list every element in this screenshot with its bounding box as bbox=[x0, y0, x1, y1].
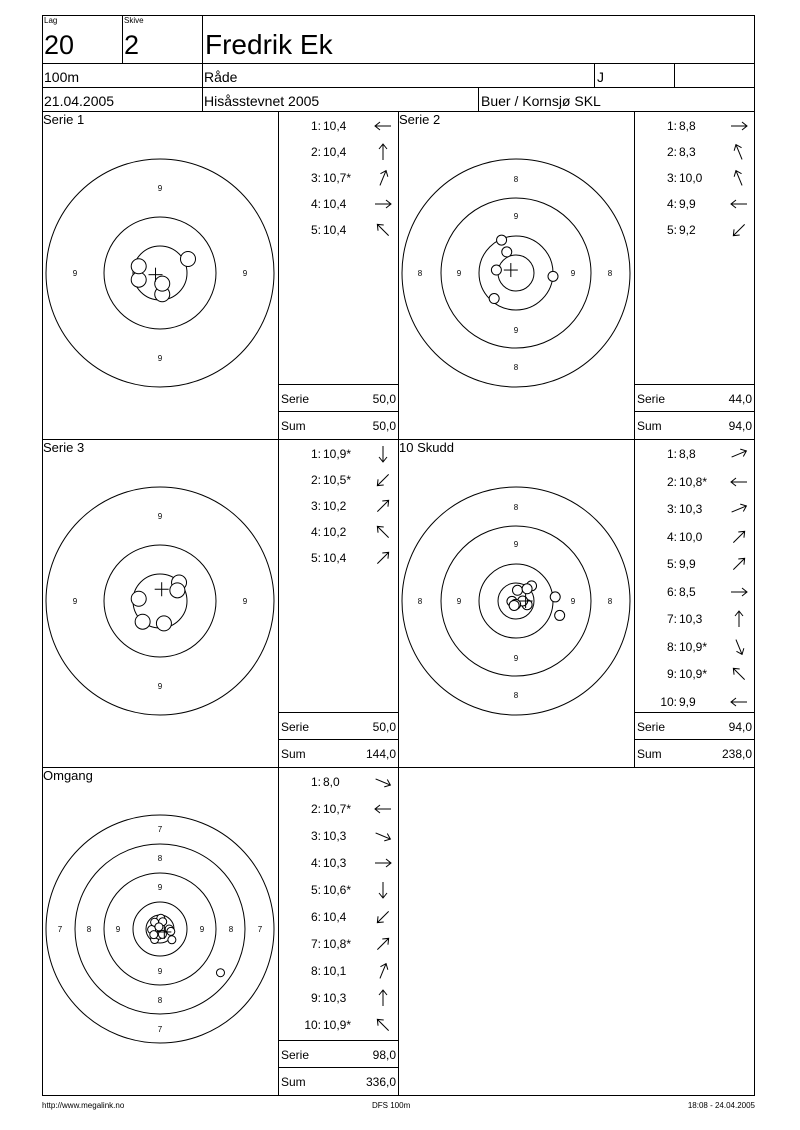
shot-value: 8,3 bbox=[679, 145, 696, 159]
shot-row bbox=[279, 1011, 397, 1037]
direction-arrow-icon bbox=[729, 194, 749, 214]
sum-total-row bbox=[278, 1067, 398, 1094]
direction-arrow-icon bbox=[729, 637, 749, 657]
shot-row bbox=[635, 468, 753, 494]
shot-hole bbox=[170, 583, 185, 598]
serie-label: Serie bbox=[281, 392, 310, 406]
shot-hole bbox=[491, 265, 501, 275]
sum-label: Sum bbox=[281, 1075, 306, 1089]
ring-label-8-bottom: 8 bbox=[513, 363, 519, 372]
shot-hole bbox=[181, 252, 196, 267]
shot-value: 8,8 bbox=[679, 447, 696, 461]
shot-hole bbox=[150, 931, 158, 939]
shot-hole bbox=[168, 936, 176, 944]
target-diagram bbox=[398, 111, 634, 437]
ring-label-9-right: 9 bbox=[570, 597, 576, 606]
direction-arrow-icon bbox=[373, 522, 393, 542]
shot-number: 4: bbox=[310, 197, 321, 211]
shot-number: 1: bbox=[310, 775, 321, 789]
shot-row bbox=[279, 930, 397, 956]
shot-row bbox=[279, 440, 397, 466]
direction-arrow-icon bbox=[729, 609, 749, 629]
shot-value: 10,2 bbox=[323, 525, 347, 539]
target-diagram bbox=[42, 111, 278, 437]
sum-value: 238,0 bbox=[721, 747, 752, 761]
footer-timestamp: 18:08 - 24.04.2005 bbox=[687, 1101, 755, 1110]
direction-arrow-icon bbox=[373, 772, 393, 792]
serie-total-row bbox=[634, 384, 754, 411]
sum-label: Sum bbox=[281, 747, 306, 761]
shot-number: 5: bbox=[310, 223, 321, 237]
direction-arrow-icon bbox=[373, 988, 393, 1008]
direction-arrow-icon bbox=[373, 548, 393, 568]
shot-number: 6: bbox=[666, 584, 677, 599]
shot-row bbox=[635, 190, 753, 216]
shot-number: 1: bbox=[310, 119, 321, 133]
sum-total-row bbox=[634, 411, 754, 438]
shot-value: 10,5* bbox=[323, 473, 352, 487]
ring-label-8-right: 8 bbox=[607, 269, 613, 278]
shot-value: 10,8* bbox=[679, 474, 708, 489]
shot-number: 5: bbox=[310, 883, 321, 897]
serie-value: 44,0 bbox=[728, 392, 752, 406]
shot-number: 1: bbox=[310, 447, 321, 461]
shot-hole bbox=[502, 247, 512, 257]
direction-arrow-icon bbox=[729, 168, 749, 188]
shot-hole bbox=[135, 614, 150, 629]
shot-row bbox=[279, 164, 397, 190]
shot-number: 10: bbox=[304, 1018, 321, 1032]
shot-hole bbox=[131, 259, 146, 274]
shot-number: 2: bbox=[666, 474, 677, 489]
direction-arrow-icon bbox=[373, 961, 393, 981]
target-diagram bbox=[398, 439, 634, 765]
shot-number: 8: bbox=[310, 964, 321, 978]
shot-number: 5: bbox=[666, 223, 677, 237]
shot-number: 3: bbox=[666, 171, 677, 185]
ring-label-8-left: 8 bbox=[417, 269, 423, 278]
ring-label-top: 9 bbox=[157, 512, 163, 521]
ring-label-8-left: 8 bbox=[417, 597, 423, 606]
serie-total-row bbox=[278, 712, 398, 739]
shot-hole bbox=[155, 276, 170, 291]
shot-number: 7: bbox=[666, 612, 677, 626]
ring-label-right: 9 bbox=[242, 597, 248, 606]
shot-value: 10,0 bbox=[679, 529, 703, 544]
shot-hole bbox=[522, 584, 532, 594]
shot-value: 10,4 bbox=[323, 223, 347, 237]
direction-arrow-icon bbox=[729, 220, 749, 240]
shot-value: 10,0 bbox=[679, 171, 703, 185]
shot-number: 5: bbox=[310, 551, 321, 565]
shot-row bbox=[635, 495, 753, 521]
shot-value: 10,7* bbox=[323, 802, 352, 816]
shot-row bbox=[279, 822, 397, 848]
shot-row bbox=[279, 138, 397, 164]
direction-arrow-icon bbox=[729, 527, 749, 547]
target-diagram bbox=[42, 767, 278, 1093]
event-name: Hisåsstevnet 2005 bbox=[204, 93, 320, 109]
ring-label-9-left: 9 bbox=[456, 269, 462, 278]
place: Råde bbox=[204, 69, 238, 85]
ring-label-9-left: 9 bbox=[456, 597, 462, 606]
shot-row bbox=[635, 164, 753, 190]
shot-hole bbox=[216, 969, 224, 977]
ring-label-left: 7 bbox=[57, 925, 63, 934]
shot-value: 8,8 bbox=[679, 119, 696, 133]
serie-total-row bbox=[278, 384, 398, 411]
ring-label-right: 8 bbox=[228, 925, 234, 934]
shot-row bbox=[635, 112, 753, 138]
shot-value: 9,9 bbox=[679, 694, 696, 709]
shot-number: 3: bbox=[666, 502, 677, 516]
shot-value: 9,9 bbox=[679, 557, 696, 571]
shot-hole bbox=[489, 294, 499, 304]
shot-row bbox=[279, 849, 397, 875]
shot-value: 10,9* bbox=[679, 639, 708, 654]
direction-arrow-icon bbox=[373, 168, 393, 188]
header-vline-skive bbox=[202, 15, 203, 111]
shot-row bbox=[635, 605, 753, 631]
shot-value: 8,5 bbox=[679, 584, 696, 599]
direction-arrow-icon bbox=[373, 1015, 393, 1035]
direction-arrow-icon bbox=[729, 582, 749, 602]
target-ring bbox=[498, 255, 534, 291]
shot-hole bbox=[555, 610, 565, 620]
direction-arrow-icon bbox=[373, 496, 393, 516]
shot-number: 4: bbox=[310, 856, 321, 870]
direction-arrow-icon bbox=[729, 444, 749, 464]
ring-label-top: 8 bbox=[157, 854, 163, 863]
direction-arrow-icon bbox=[373, 194, 393, 214]
direction-arrow-icon bbox=[373, 799, 393, 819]
header-vline-club bbox=[478, 87, 479, 111]
direction-arrow-icon bbox=[373, 142, 393, 162]
shot-value: 10,3 bbox=[679, 612, 703, 626]
direction-arrow-icon bbox=[729, 142, 749, 162]
panel-title: Serie 1 bbox=[43, 112, 85, 127]
ring-label-8-top: 8 bbox=[513, 175, 519, 184]
ring-label-bottom: 7 bbox=[157, 1025, 163, 1034]
ring-label-left: 9 bbox=[115, 925, 121, 934]
shot-row bbox=[279, 466, 397, 492]
ring-label-left: 8 bbox=[86, 925, 92, 934]
header-vline-lag bbox=[122, 15, 123, 63]
shot-hole bbox=[167, 927, 175, 935]
shot-value: 10,6* bbox=[323, 883, 352, 897]
direction-arrow-icon bbox=[729, 554, 749, 574]
sum-label: Sum bbox=[637, 419, 662, 433]
shot-row bbox=[635, 660, 753, 686]
shot-row bbox=[635, 523, 753, 549]
ring-label-8-top: 8 bbox=[513, 503, 519, 512]
shot-row bbox=[279, 518, 397, 544]
club-name: Buer / Kornsjø SKL bbox=[481, 93, 601, 109]
shot-hole bbox=[131, 272, 146, 287]
shot-row bbox=[279, 768, 397, 794]
ring-label-bottom: 9 bbox=[157, 354, 163, 363]
shot-number: 9: bbox=[310, 991, 321, 1005]
shot-value: 10,3 bbox=[323, 829, 347, 843]
shot-number: 2: bbox=[666, 145, 677, 159]
shot-value: 10,2 bbox=[323, 499, 347, 513]
ring-label-left: 9 bbox=[72, 597, 78, 606]
ring-label-bottom: 8 bbox=[157, 996, 163, 1005]
shot-number: 2: bbox=[310, 473, 321, 487]
shot-row bbox=[279, 876, 397, 902]
shot-number: 3: bbox=[310, 829, 321, 843]
target-ring bbox=[46, 159, 274, 387]
header-divider-1 bbox=[42, 63, 755, 64]
sum-label: Sum bbox=[637, 747, 662, 761]
sum-total-row bbox=[278, 411, 398, 438]
shot-row bbox=[635, 550, 753, 576]
ring-label-right: 9 bbox=[242, 269, 248, 278]
sum-value: 336,0 bbox=[365, 1075, 396, 1089]
direction-arrow-icon bbox=[729, 499, 749, 519]
shot-value: 8,0 bbox=[323, 775, 340, 789]
ring-label-9-top: 9 bbox=[513, 212, 519, 221]
ring-label-bottom: 9 bbox=[157, 682, 163, 691]
sum-value: 94,0 bbox=[728, 419, 752, 433]
panel-title: Omgang bbox=[43, 768, 93, 783]
shot-value: 9,2 bbox=[679, 223, 696, 237]
shot-row bbox=[635, 440, 753, 466]
panel-title: Serie 3 bbox=[43, 440, 85, 455]
direction-arrow-icon bbox=[729, 116, 749, 136]
shot-value: 10,4 bbox=[323, 197, 347, 211]
serie-label: Serie bbox=[637, 392, 666, 406]
direction-arrow-icon bbox=[729, 664, 749, 684]
panel-title: 10 Skudd bbox=[399, 440, 454, 455]
shot-value: 10,4 bbox=[323, 910, 347, 924]
direction-arrow-icon bbox=[373, 934, 393, 954]
sum-value: 50,0 bbox=[372, 419, 396, 433]
ring-label-top: 9 bbox=[157, 184, 163, 193]
skive-value: 2 bbox=[124, 30, 140, 60]
direction-arrow-icon bbox=[373, 880, 393, 900]
date: 21.04.2005 bbox=[44, 93, 115, 109]
lag-label: Lag bbox=[44, 16, 58, 25]
shot-value: 9,9 bbox=[679, 197, 696, 211]
shot-number: 6: bbox=[310, 910, 321, 924]
shot-value: 10,8* bbox=[323, 937, 352, 951]
serie-value: 50,0 bbox=[372, 720, 396, 734]
shot-number: 7: bbox=[310, 937, 321, 951]
target-ring bbox=[46, 487, 274, 715]
ring-label-top: 7 bbox=[157, 825, 163, 834]
shot-hole bbox=[131, 591, 146, 606]
shot-row bbox=[635, 216, 753, 242]
shot-value: 10,4 bbox=[323, 145, 347, 159]
ring-label-8-right: 8 bbox=[607, 597, 613, 606]
shot-value: 10,3 bbox=[679, 502, 703, 516]
shot-value: 10,4 bbox=[323, 119, 347, 133]
shot-value: 10,7* bbox=[323, 171, 352, 185]
shot-value: 10,9* bbox=[679, 667, 708, 681]
sum-value: 144,0 bbox=[365, 747, 396, 761]
lag-value: 20 bbox=[44, 30, 75, 60]
direction-arrow-icon bbox=[373, 853, 393, 873]
shot-number: 4: bbox=[666, 529, 677, 544]
direction-arrow-icon bbox=[373, 116, 393, 136]
shot-hole bbox=[548, 271, 558, 281]
header-divider-2 bbox=[42, 87, 755, 88]
shot-row bbox=[635, 633, 753, 659]
shot-number: 5: bbox=[666, 557, 677, 571]
direction-arrow-icon bbox=[373, 470, 393, 490]
shot-row bbox=[279, 984, 397, 1010]
skive-label: Skive bbox=[124, 16, 144, 25]
ring-label-9-bottom: 9 bbox=[513, 654, 519, 663]
shot-row bbox=[279, 544, 397, 570]
shot-row bbox=[279, 112, 397, 138]
shot-number: 1: bbox=[666, 119, 677, 133]
shot-value: 10,3 bbox=[323, 856, 347, 870]
footer-url[interactable]: http://www.megalink.no bbox=[42, 1101, 125, 1110]
serie-total-row bbox=[634, 712, 754, 739]
shot-number: 9: bbox=[666, 667, 677, 681]
header-vline-class bbox=[594, 63, 595, 87]
header-vline-class2 bbox=[674, 63, 675, 87]
shot-value: 10,9* bbox=[323, 447, 352, 461]
target-ring bbox=[104, 545, 216, 657]
shot-row bbox=[279, 903, 397, 929]
sum-total-row bbox=[278, 739, 398, 766]
shot-number: 4: bbox=[666, 197, 677, 211]
shot-hole bbox=[550, 592, 560, 602]
shot-value: 10,3 bbox=[323, 991, 347, 1005]
shot-hole bbox=[497, 235, 507, 245]
panel-title: Serie 2 bbox=[399, 112, 441, 127]
target-ring bbox=[402, 159, 630, 387]
shot-number: 8: bbox=[666, 639, 677, 654]
serie-total-row bbox=[278, 1040, 398, 1067]
direction-arrow-icon bbox=[373, 220, 393, 240]
shooter-name: Fredrik Ek bbox=[205, 29, 333, 60]
ring-label-top: 9 bbox=[157, 883, 163, 892]
ring-label-right: 7 bbox=[257, 925, 263, 934]
serie-label: Serie bbox=[281, 720, 310, 734]
ring-label-bottom: 9 bbox=[157, 967, 163, 976]
shot-value: 10,4 bbox=[323, 551, 347, 565]
serie-value: 50,0 bbox=[372, 392, 396, 406]
shooter-class: J bbox=[597, 69, 604, 85]
shot-value: 10,1 bbox=[323, 964, 347, 978]
shot-number: 2: bbox=[310, 802, 321, 816]
shot-hole bbox=[156, 616, 171, 631]
shot-number: 3: bbox=[310, 171, 321, 185]
shot-number: 4: bbox=[310, 525, 321, 539]
ring-label-8-bottom: 8 bbox=[513, 691, 519, 700]
shot-row bbox=[279, 190, 397, 216]
direction-arrow-icon bbox=[729, 472, 749, 492]
ring-label-right: 9 bbox=[199, 925, 205, 934]
shot-row bbox=[279, 492, 397, 518]
distance: 100m bbox=[44, 69, 80, 85]
shot-row bbox=[635, 688, 753, 714]
shot-row bbox=[279, 216, 397, 242]
shot-row bbox=[635, 138, 753, 164]
shot-number: 3: bbox=[310, 499, 321, 513]
target-ring bbox=[104, 217, 216, 329]
shot-row bbox=[279, 957, 397, 983]
ring-label-9-top: 9 bbox=[513, 540, 519, 549]
serie-value: 98,0 bbox=[372, 1048, 396, 1062]
ring-label-9-right: 9 bbox=[570, 269, 576, 278]
direction-arrow-icon bbox=[373, 826, 393, 846]
shot-number: 1: bbox=[666, 447, 677, 461]
ring-label-9-bottom: 9 bbox=[513, 326, 519, 335]
shot-hole bbox=[155, 923, 163, 931]
target-diagram bbox=[42, 439, 278, 765]
shot-row bbox=[279, 795, 397, 821]
serie-label: Serie bbox=[637, 720, 666, 734]
direction-arrow-icon bbox=[729, 692, 749, 712]
sum-total-row bbox=[634, 739, 754, 766]
shot-number: 2: bbox=[310, 145, 321, 159]
shot-row bbox=[635, 578, 753, 604]
shot-hole bbox=[512, 585, 522, 595]
serie-value: 94,0 bbox=[728, 720, 752, 734]
shot-value: 10,9* bbox=[323, 1018, 352, 1032]
shot-number: 10: bbox=[660, 694, 677, 709]
footer-program: DFS 100m bbox=[372, 1101, 411, 1110]
sum-label: Sum bbox=[281, 419, 306, 433]
direction-arrow-icon bbox=[373, 444, 393, 464]
direction-arrow-icon bbox=[373, 907, 393, 927]
serie-label: Serie bbox=[281, 1048, 310, 1062]
ring-label-left: 9 bbox=[72, 269, 78, 278]
shot-hole bbox=[509, 600, 519, 610]
